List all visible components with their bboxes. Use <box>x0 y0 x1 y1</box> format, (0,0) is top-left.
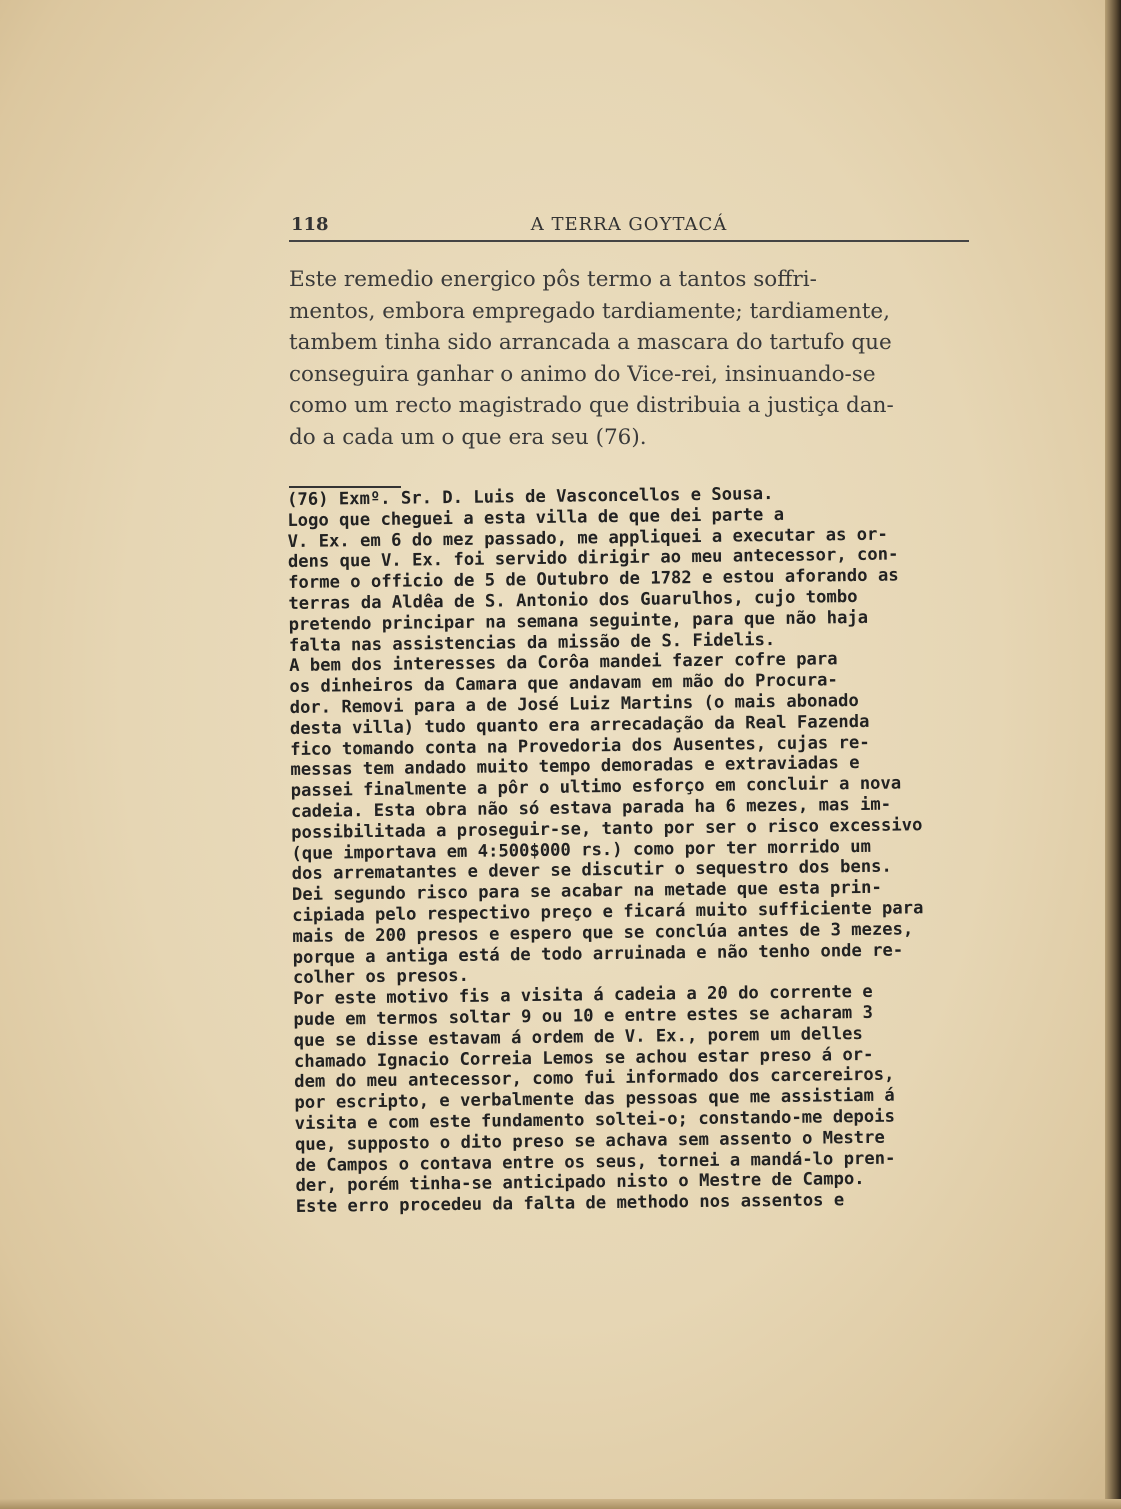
header-rule <box>289 240 969 242</box>
book-spine-edge <box>1105 0 1121 1509</box>
page-header <box>289 214 969 240</box>
running-title: A TERRA GOYTACÁ <box>530 214 728 235</box>
body-paragraph: Este remedio energico pôs termo a tantos soffri- mentos, embora empregado tardiamente; tardiamente, tambem tinha sido arrancada a mascara do tartufo que conseguira ganhar o animo do Vice-rei, insinuando-se como um recto magistrado que distribuia a justiça dan- do a cada um o que era seu (76). <box>289 267 894 450</box>
footnote-paragraph: Por este motivo fis a visita á cadeia a 20 do corrente e pude em termos soltar 9 ou 10 e entre estes se acharam 3 que se disse estavam á ordem de V. Ex., porem um delles chamado Ignacio Correia Lemos se achou estar preso á or- dem do meu antecessor, como fui informado dos carcereiros, por escripto, e verbalmente das pessoas que me assistiam á visita e com este fundamento soltei-o; constando-me depois que, supposto o dito preso se achava sem assento o Mestre de Campos o contava entre os seus, tornei a mandá-lo pren- der, porém tinha-se anticipado nisto o Mestre de Campo. <box>293 982 896 1197</box>
footnote-heading: (76) Exmº. Sr. D. Luis de Vasconcellos e Sousa. <box>287 484 774 510</box>
page-bottom-edge <box>0 1499 1121 1509</box>
footnote-paragraph: Logo que cheguei a esta villa de que dei parte a V. Ex. em 6 do mez passado, me appliquei a executar as or- dens que V. Ex. foi servido dirigir ao meu antecessor, con- forme o officio de 5 de Outubro de 1782 e estou aforando as terras da Aldêa de S. Antonio dos Guarulhos, cujo tombo pretendo principar na semana seguinte, para que não haja falta nas assistencias da missão de S. Fidelis. <box>287 504 899 656</box>
footnote-rule <box>289 486 401 488</box>
footnote-paragraph: Este erro procedeu da falta de methodo nos assentos e <box>295 1190 845 1218</box>
footnote-block <box>287 482 980 1218</box>
footnote-paragraph: A bem dos interesses da Corôa mandei fazer cofre para os dinheiros da Camara que andavam em mão do Procura- dor. Removi para a de José Luiz Martins (o mais abonado desta villa) tudo quanto era arrecadação da Real Fazenda fico tomando conta na Provedoria dos Ausentes, cujas re- messas tem andado muito tempo demoradas e extraviadas e passei finalmente a pôr o ultimo esforço em concluir a nova cadeia. Esta obra não só estava parada ha 6 mezes, mas im- possibilitada a proseguir-se, tanto por ser o risco excessivo (que importava em 4:500$000 rs.) como por ter morrido um dos arrematantes e dever se discutir o sequestro dos bens. Dei segundo risco para se acabar na metade que esta prin- cipiada pelo respectivo preço e ficará muito sufficiente para mais de 200 presos e espero que se conclúa antes de 3 mezes, porque a antiga está de todo arruinada e não tenho onde re- colher os presos. <box>289 649 924 989</box>
page-number: 118 <box>291 214 329 235</box>
